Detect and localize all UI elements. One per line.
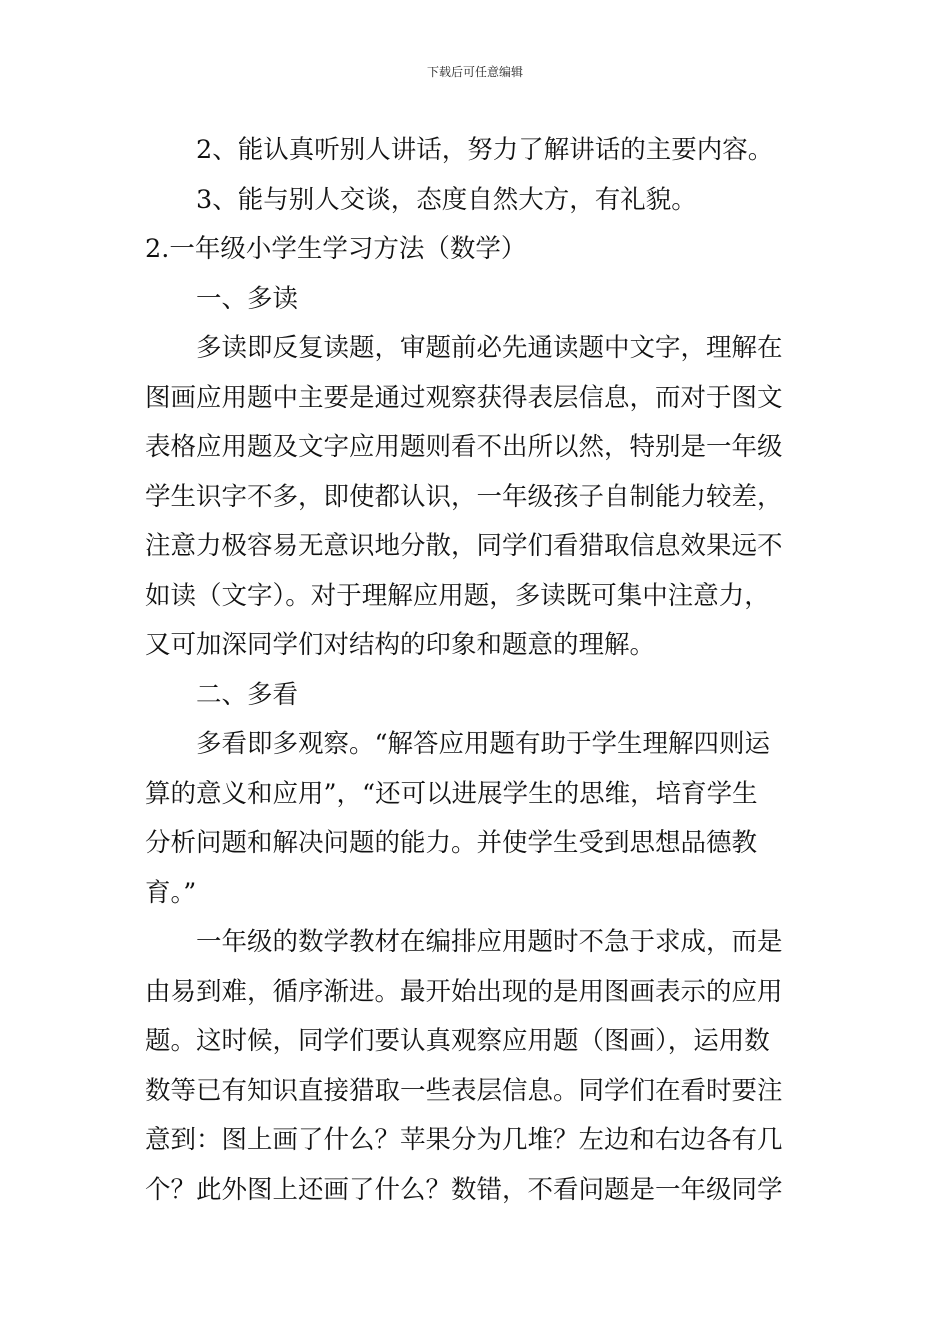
- paragraph-line: 算的意义和应用”，“还可以进展学生的思维，培育学生: [145, 778, 758, 809]
- paragraph-line: 由易到难，循序渐进。最开始出现的是用图画表示的应用: [145, 976, 783, 1007]
- paragraph-line: 又可加深同学们对结构的印象和题意的理解。: [145, 630, 656, 660]
- section-heading: 2.一年级小学生学习方法（数学）: [145, 234, 527, 264]
- paragraph-line: 意到：图上画了什么？苹果分为几堆？左边和右边各有几: [145, 1125, 783, 1155]
- page-header: 下载后可任意编辑: [426, 65, 523, 79]
- paragraph-line: 表格应用题及文字应用题则看不出所以然，特别是一年级: [145, 432, 783, 462]
- paragraph-line: 题。这时候，同学们要认真观察应用题（图画），运用数: [145, 1026, 770, 1056]
- paragraph-line: 图画应用题中主要是通过观察获得表层信息，而对于图文: [145, 382, 783, 413]
- paragraph-line: 注意力极容易无意识地分散，同学们看猎取信息效果远不: [145, 531, 783, 561]
- paragraph-line: 数等已有知识直接猎取一些表层信息。同学们在看时要注: [145, 1075, 783, 1106]
- paragraph-line: 2、能认真听别人讲话，努力了解讲话的主要内容。: [196, 135, 774, 165]
- paragraph-line: 多读即反复读题，审题前必先通读题中文字，理解在: [196, 333, 783, 363]
- paragraph-line: 学生识字不多，即使都认识，一年级孩子自制能力较差，: [145, 481, 783, 512]
- paragraph-line: 多看即多观察。“解答应用题有助于学生理解四则运: [196, 729, 771, 759]
- subsection-heading: 一、多读: [196, 283, 299, 314]
- paragraph-line: 3、能与别人交谈，态度自然大方，有礼貌。: [196, 184, 697, 215]
- paragraph-line: 一年级的数学教材在编排应用题时不急于求成，而是: [196, 927, 783, 957]
- paragraph-line: 如读（文字）。对于理解应用题，多读既可集中注意力，: [145, 580, 770, 611]
- document-body: [145, 126, 815, 1215]
- paragraph-line: 个？此外图上还画了什么？数错，不看问题是一年级同学: [145, 1174, 783, 1205]
- paragraph-line: 育。”: [145, 877, 197, 908]
- paragraph-line: 分析问题和解决问题的能力。并使学生受到思想品德教: [145, 828, 758, 858]
- subsection-heading: 二、多看: [196, 679, 299, 710]
